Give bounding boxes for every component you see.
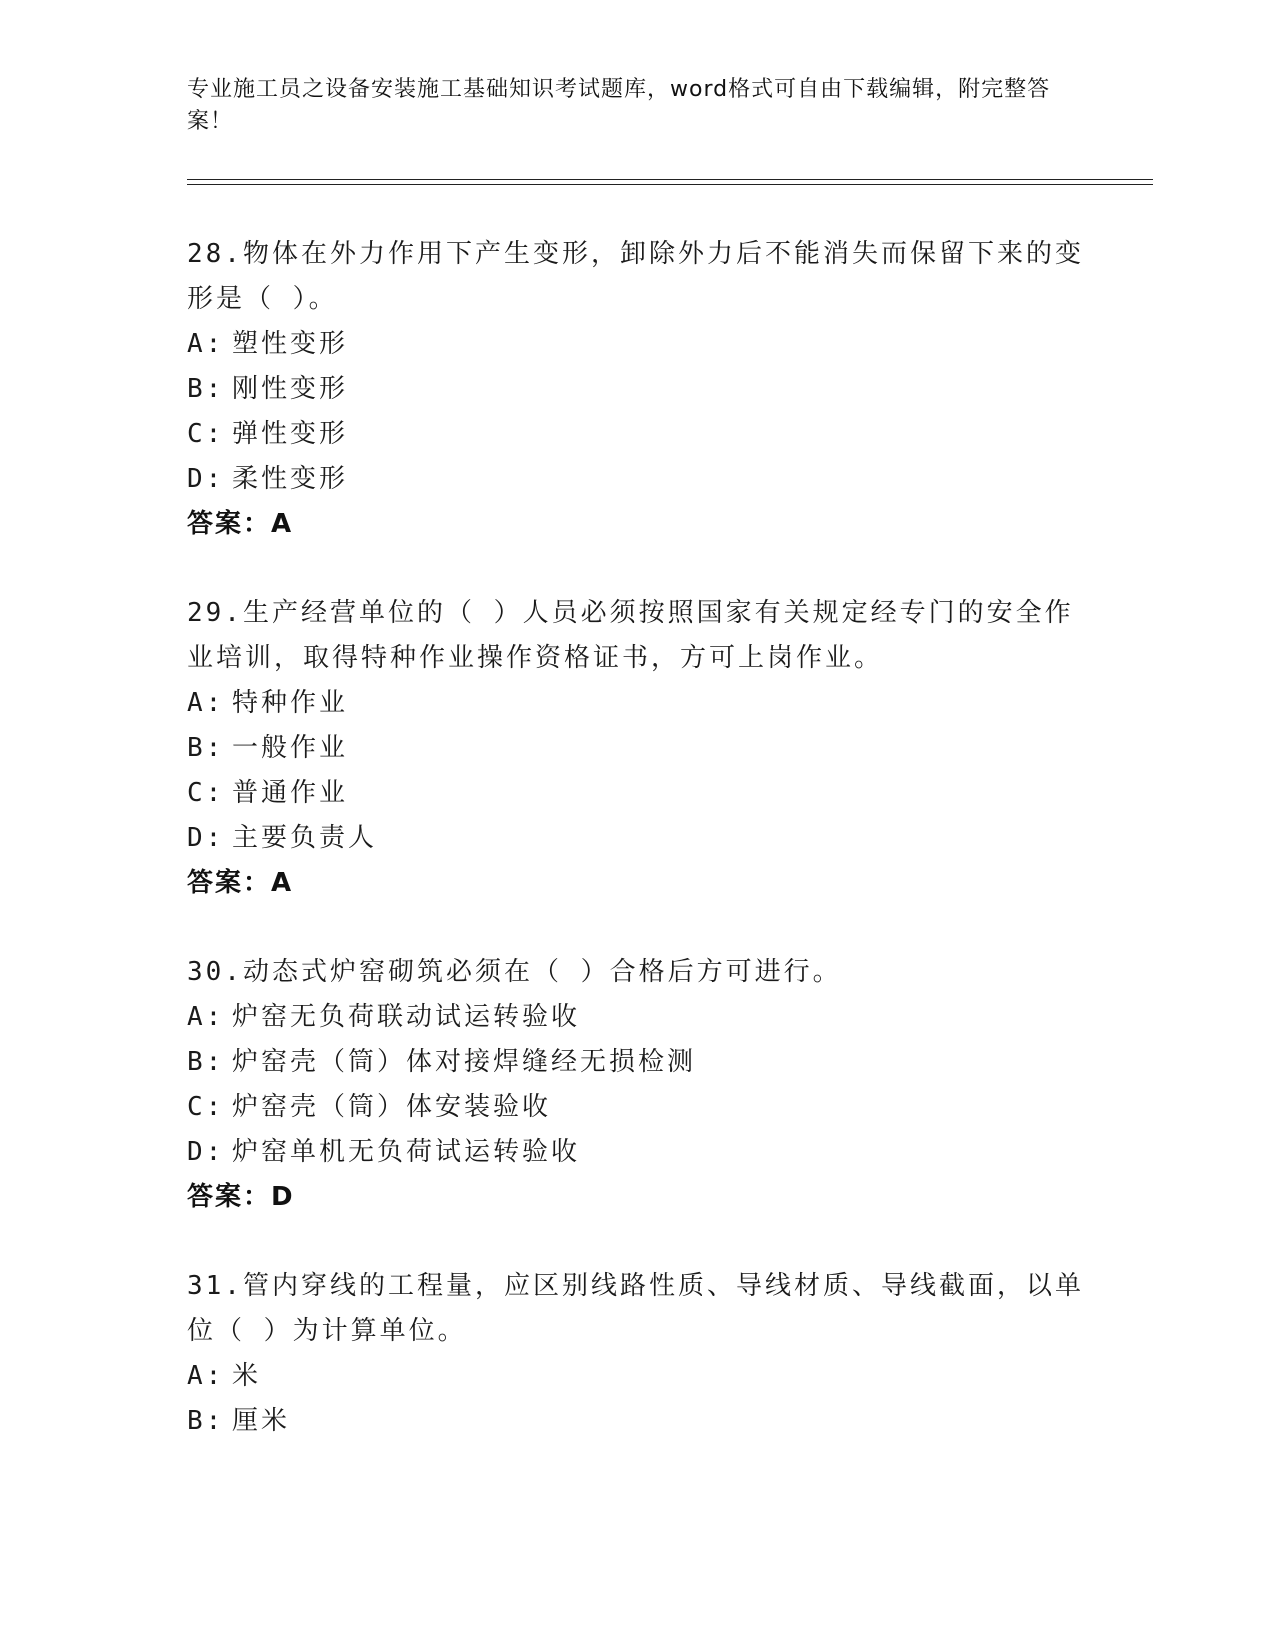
question-28 — [187, 232, 1087, 547]
option-text: 炉窑壳（筒）体安装验收 — [232, 1092, 552, 1122]
option-d — [187, 816, 1087, 861]
option-b — [187, 1040, 1087, 1085]
option-text: 刚性变形 — [232, 374, 349, 404]
option-letter: B: — [187, 1047, 225, 1077]
question-stem: 28.物体在外力作用下产生变形，卸除外力后不能消失而保留下来的变形是（ ）。 — [187, 239, 1084, 314]
question-30 — [187, 950, 1087, 1220]
option-text: 一般作业 — [232, 733, 349, 763]
option-text: 特种作业 — [232, 688, 349, 718]
option-letter: C: — [187, 419, 225, 449]
option-a — [187, 1354, 1087, 1399]
header-rule-top — [187, 179, 1153, 180]
option-text: 塑性变形 — [232, 329, 349, 359]
option-a — [187, 681, 1087, 726]
option-letter: D: — [187, 823, 225, 853]
option-b — [187, 726, 1087, 771]
option-text: 主要负责人 — [232, 823, 378, 853]
question-31 — [187, 1264, 1087, 1444]
option-c — [187, 412, 1087, 457]
option-b — [187, 367, 1087, 412]
option-letter: C: — [187, 778, 225, 808]
option-letter: A: — [187, 688, 225, 718]
option-d — [187, 1130, 1087, 1175]
option-letter: B: — [187, 374, 225, 404]
question-29 — [187, 591, 1087, 906]
option-letter: D: — [187, 464, 225, 494]
question-stem: 29.生产经营单位的（ ）人员必须按照国家有关规定经专门的安全作业培训，取得特种作业操作资格证书，方可上岗作业。 — [187, 598, 1074, 673]
option-letter: A: — [187, 1002, 225, 1032]
question-list — [187, 232, 1087, 1488]
option-text: 炉窑壳（筒）体对接焊缝经无损检测 — [232, 1047, 697, 1077]
option-letter: D: — [187, 1137, 225, 1167]
option-text: 炉窑单机无负荷试运转验收 — [232, 1137, 581, 1167]
question-stem: 30.动态式炉窑砌筑必须在（ ）合格后方可进行。 — [187, 957, 842, 987]
option-text: 普通作业 — [232, 778, 349, 808]
answer-line: 答案：A — [187, 509, 294, 539]
option-a — [187, 995, 1087, 1040]
option-text: 厘米 — [232, 1406, 291, 1436]
option-c — [187, 1085, 1087, 1130]
option-d — [187, 457, 1087, 502]
option-c — [187, 771, 1087, 816]
option-letter: A: — [187, 1361, 225, 1391]
document-header: 专业施工员之设备安装施工基础知识考试题库，word格式可自由下载编辑，附完整答案！ — [187, 77, 1051, 134]
option-letter: B: — [187, 1406, 225, 1436]
option-b — [187, 1399, 1087, 1444]
answer-line: 答案：A — [187, 868, 294, 898]
option-a — [187, 322, 1087, 367]
header-rule-bottom — [187, 184, 1153, 185]
option-text: 柔性变形 — [232, 464, 349, 494]
question-stem: 31.管内穿线的工程量，应区别线路性质、导线材质、导线截面，以单位（ ）为计算单位。 — [187, 1271, 1084, 1346]
option-letter: B: — [187, 733, 225, 763]
option-text: 弹性变形 — [232, 419, 349, 449]
option-letter: A: — [187, 329, 225, 359]
option-text: 炉窑无负荷联动试运转验收 — [232, 1002, 581, 1032]
option-text: 米 — [232, 1361, 262, 1391]
option-letter: C: — [187, 1092, 225, 1122]
answer-line: 答案：D — [187, 1182, 295, 1212]
